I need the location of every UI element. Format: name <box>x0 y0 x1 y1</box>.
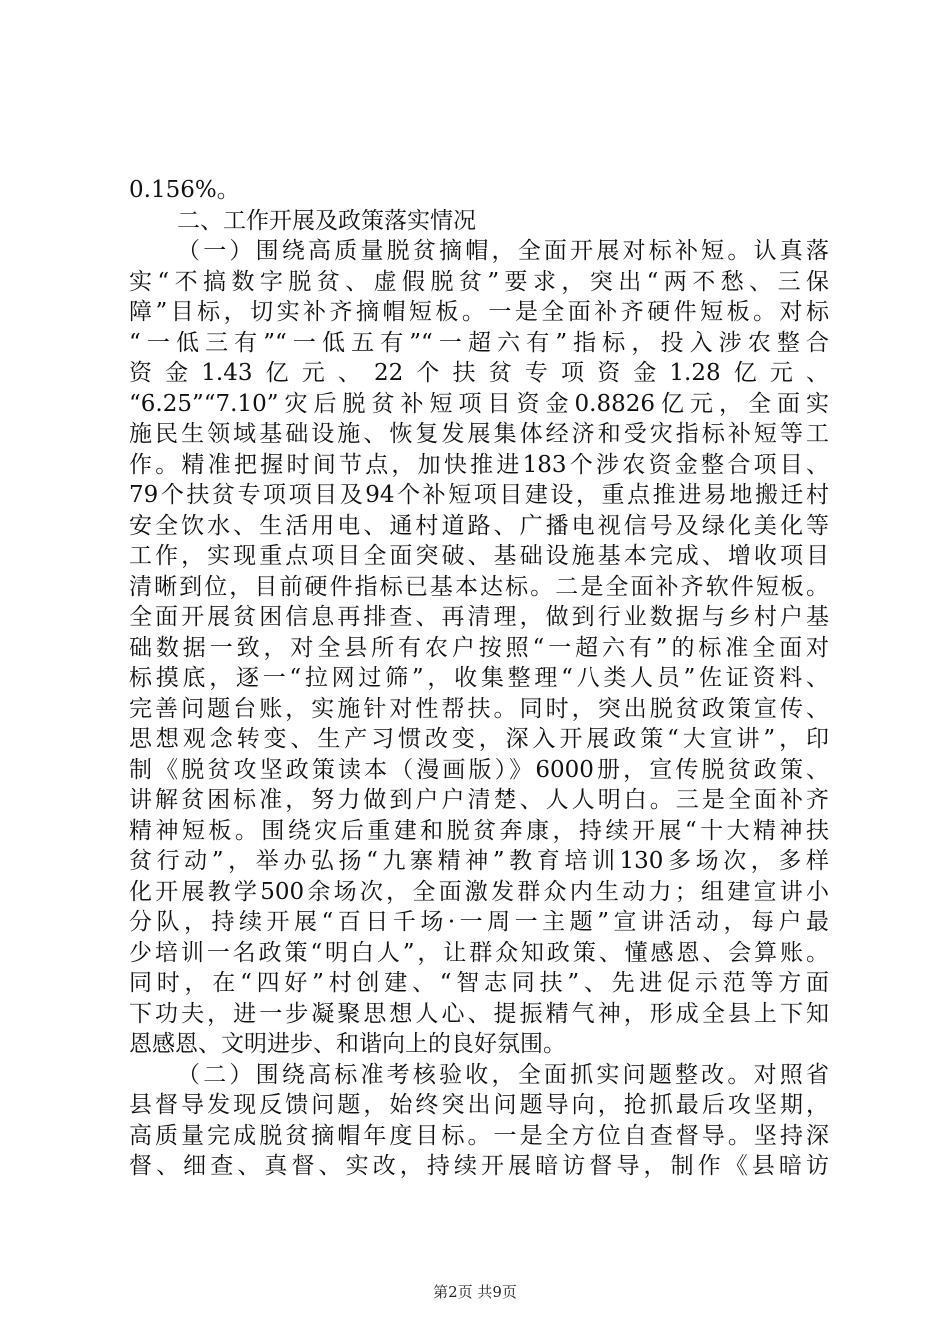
text-line: 高质量完成脱贫摘帽年度目标。一是全方位自查督导。坚持深 <box>129 1122 829 1149</box>
paragraph-2-first-line: （二）围绕高标准考核验收，全面抓实问题整改。对照省 <box>177 1061 829 1088</box>
document-body <box>129 175 829 1182</box>
text-line: 分队，持续开展“百日千场·一周一主题”宣讲活动，每户最 <box>129 909 829 935</box>
text-line: 安全饮水、生活用电、通村道路、广播电视信号及绿化美化等 <box>129 512 829 539</box>
text-line: 0.156%。 <box>129 177 240 203</box>
text-line: 县督导发现反馈问题，始终突出问题导向，抢抓最后攻坚期， <box>129 1092 829 1118</box>
text-line: 讲解贫困标准，努力做到户户清楚、人人明白。三是全面补齐 <box>129 787 829 813</box>
page-number-footer: 第2页 共9页 <box>433 1283 517 1301</box>
text-line: 少培训一名政策“明白人”，让群众知政策、懂感恩、会算账。 <box>129 939 829 966</box>
text-line: 精神短板。围绕灾后重建和脱贫奔康，持续开展“十大精神扶 <box>129 817 829 844</box>
text-line: 全面开展贫困信息再排查、再清理，做到行业数据与乡村户基 <box>129 604 829 630</box>
text-line: “6.25”“7.10”灾后脱贫补短项目资金0.8826亿元，全面实 <box>129 390 829 417</box>
text-line: 作。精准把握时间节点，加快推进183个涉农资金整合项目、 <box>129 451 829 478</box>
text-line: 实“不搞数字脱贫、虚假脱贫”要求，突出“两不愁、三保 <box>129 268 829 295</box>
text-line: 完善问题台账，实施针对性帮扶。同时，突出脱贫政策宣传、 <box>129 695 829 722</box>
text-line: 督、细查、真督、实改，持续开展暗访督导，制作《县暗访 <box>129 1153 829 1179</box>
text-line: 障”目标，切实补齐摘帽短板。一是全面补齐硬件短板。对标 <box>129 299 829 325</box>
text-line: 同时，在“四好”村创建、“智志同扶”、先进促示范等方面 <box>129 970 829 996</box>
text-line: 清晰到位，目前硬件指标已基本达标。二是全面补齐软件短板。 <box>129 573 829 600</box>
text-line: 下功夫，进一步凝聚思想人心、提振精气神，形成全县上下知 <box>129 1000 829 1027</box>
text-line: 施民生领域基础设施、恢复发展集体经济和受灾指标补短等工 <box>129 421 829 447</box>
text-line: 贫行动”，举办弘扬“九寨精神”教育培训130多场次，多样 <box>129 848 829 874</box>
section-heading: 二、工作开展及政策落实情况 <box>177 207 476 234</box>
text-line: 标摸底，逐一“拉网过筛”，收集整理“八类人员”佐证资料、 <box>129 665 829 691</box>
text-line: 资金1.43亿元、22个扶贫专项资金1.28亿元、 <box>129 360 829 386</box>
text-line: 化开展教学500余场次，全面激发群众内生动力；组建宣讲小 <box>129 878 829 905</box>
text-line: “一低三有”“一低五有”“一超六有”指标，投入涉农整合 <box>129 329 829 356</box>
paragraph-1-last-line: 恩感恩、文明进步、和谐向上的良好氛围。 <box>129 1031 566 1057</box>
text-line: 79个扶贫专项项目及94个补短项目建设，重点推进易地搬迁村 <box>129 482 829 508</box>
paragraph-1-first-line: （一）围绕高质量脱贫摘帽，全面开展对标补短。认真落 <box>177 238 829 264</box>
text-line: 制《脱贫攻坚政策读本（漫画版）》6000册，宣传脱贫政策、 <box>129 756 829 783</box>
text-line: 工作，实现重点项目全面突破、基础设施基本完成、增收项目 <box>129 543 829 569</box>
text-line: 思想观念转变、生产习惯改变，深入开展政策“大宣讲”，印 <box>129 726 829 752</box>
text-line: 础数据一致，对全县所有农户按照“一超六有”的标准全面对 <box>129 634 829 661</box>
